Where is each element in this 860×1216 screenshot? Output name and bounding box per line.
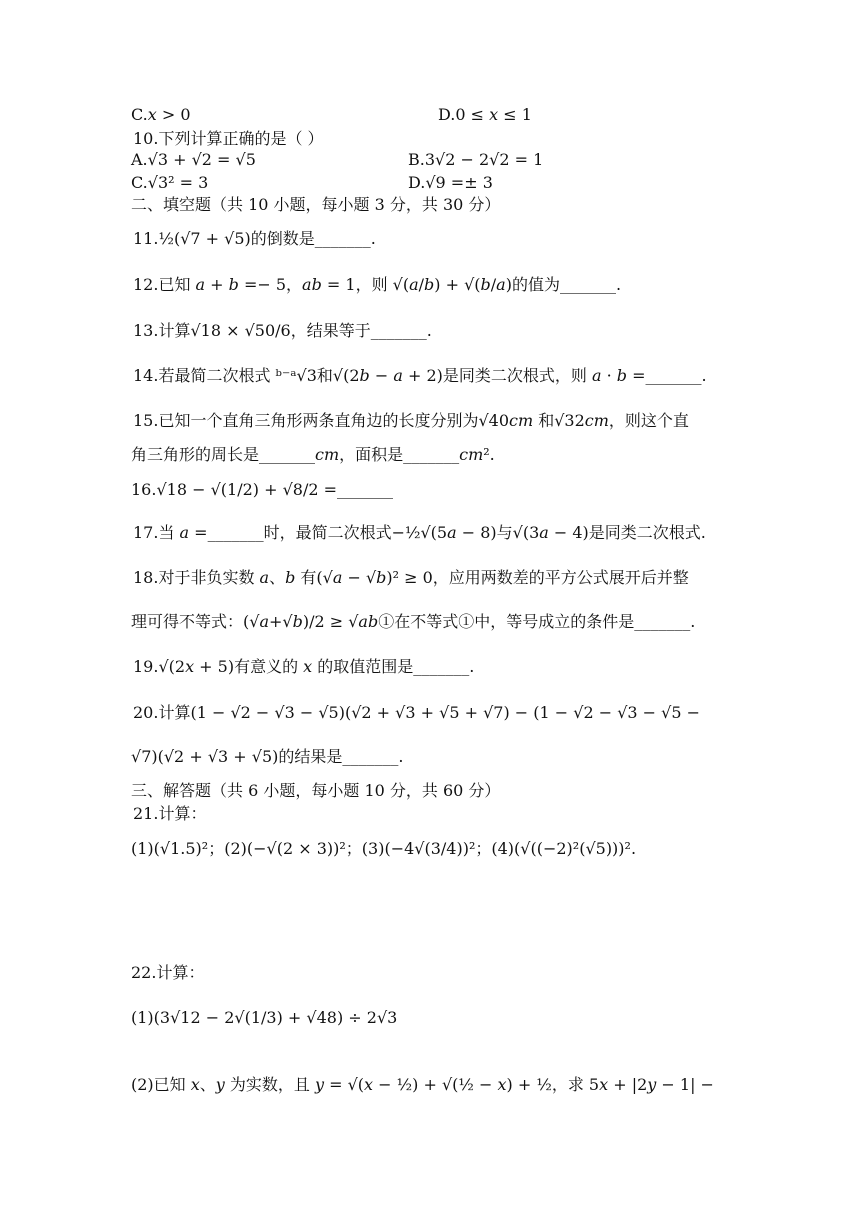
section-heading-fill-in: 二、填空题（共 10 小题，每小题 3 分，共 30 分）: [131, 195, 501, 214]
question-19: 19.√(2𝑥 + 5)有意义的 𝑥 的取值范围是_______.: [133, 657, 475, 676]
question-16: 16.√18 − √(1/2) + √8/2 =_______: [131, 480, 394, 499]
question-18-line-1: 18.对于非负实数 𝑎、𝑏 有(√𝑎 − √𝑏)² ≥ 0，应用两数差的平方公式展开后并整: [133, 568, 689, 587]
option-d-q10: D.√9 =± 3: [408, 173, 493, 192]
question-20-line-2: √7)(√2 + √3 + √5)的结果是_______.: [131, 747, 404, 766]
option-b-q10: B.3√2 − 2√2 = 1: [408, 150, 544, 169]
question-13: 13.计算√18 × √50/6，结果等于_______.: [133, 321, 432, 340]
question-20-line-1: 20.计算(1 − √2 − √3 − √5)(√2 + √3 + √5 + √7) − (1 − √2 − √3 − √5 −: [133, 703, 701, 722]
option-c-q9: C.𝑥 > 0: [131, 105, 191, 124]
question-11: 11.½(√7 + √5)的倒数是_______.: [133, 229, 376, 248]
question-22-part-2: (2)已知 𝑥、𝑦 为实数，且 𝑦 = √(𝑥 − ½) + √(½ − 𝑥) + ½，求 5𝑥 + |2𝑦 − 1| −: [131, 1075, 714, 1094]
question-10: 10.下列计算正确的是（ ）: [133, 129, 324, 148]
section-heading-answer: 三、解答题（共 6 小题，每小题 10 分，共 60 分）: [131, 781, 501, 800]
question-14: 14.若最简二次根式 ᵇ⁻ᵃ√3和√(2𝑏 − 𝑎 + 2)是同类二次根式，则 𝑎 · 𝑏 =_______.: [133, 366, 707, 385]
option-d-q9: D.0 ≤ 𝑥 ≤ 1: [438, 105, 532, 124]
question-22-part-1: (1)(3√12 − 2√(1/3) + √48) ÷ 2√3: [131, 1008, 398, 1027]
option-a-q10: A.√3 + √2 = √5: [131, 150, 256, 169]
question-21-parts: (1)(√1.5)²；(2)(−√(2 × 3))²；(3)(−4√(3/4))²；(4)(√((−2)²(√5)))².: [131, 839, 637, 858]
question-18-line-2: 理可得不等式：(√𝑎+√𝑏)/2 ≥ √𝑎𝑏①在不等式①中，等号成立的条件是_______.: [131, 612, 696, 631]
question-15-line-2: 角三角形的周长是_______𝑐𝑚，面积是_______𝑐𝑚².: [131, 445, 495, 464]
question-15-line-1: 15.已知一个直角三角形两条直角边的长度分别为√40𝑐𝑚 和√32𝑐𝑚，则这个直: [133, 411, 689, 430]
question-21: 21.计算：: [133, 804, 207, 823]
option-c-q10: C.√3² = 3: [131, 173, 209, 192]
question-12: 12.已知 𝑎 + 𝑏 =− 5，𝑎𝑏 = 1，则 √(𝑎/𝑏) + √(𝑏/𝑎)的值为_______.: [133, 275, 622, 294]
question-22: 22.计算：: [131, 963, 205, 982]
question-17: 17.当 𝑎 =_______时，最简二次根式−½√(5𝑎 − 8)与√(3𝑎 − 4)是同类二次根式.: [133, 523, 706, 542]
